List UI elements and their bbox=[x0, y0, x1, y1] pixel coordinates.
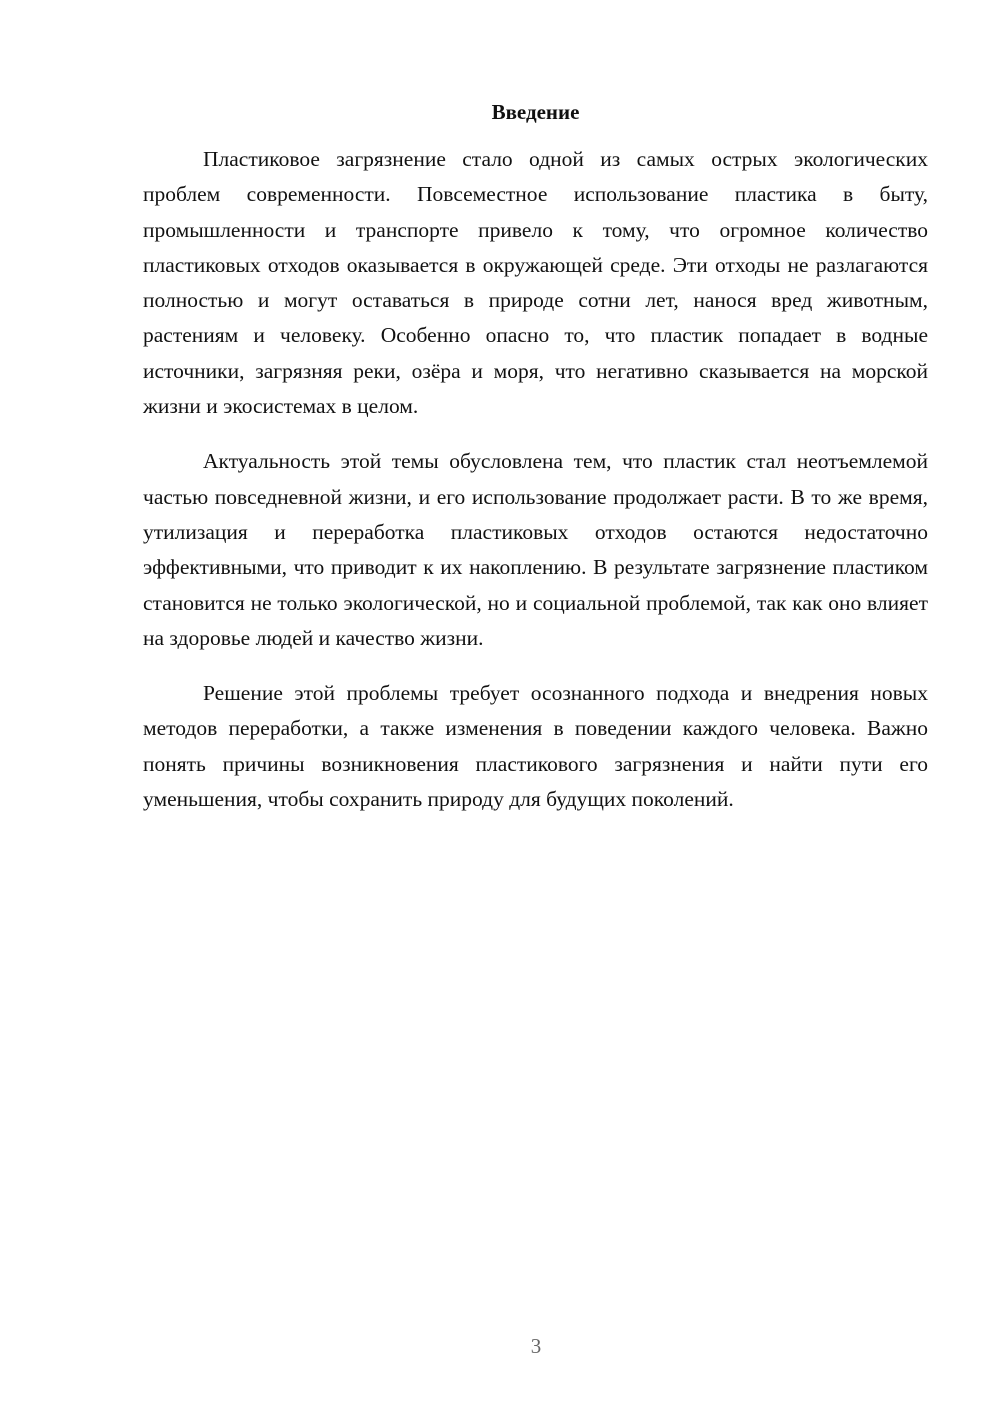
paragraph-solution: Решение этой проблемы требует осознанного подхода и внедрения новых методов переработки, а также изменения в поведении каждого человека. Важно понять причины возникновения пластикового загрязнения и найти пути его уменьшения, чтобы сохранить природу для будущих поколений. bbox=[143, 681, 928, 812]
paragraph-relevance: Актуальность этой темы обусловлена тем, что пластик стал неотъемлемой частью повседневной жизни, и его использование продолжает расти. В то же время, утилизация и переработка пластиковых отходов остаются недостаточно эффективными, что приводит к их накоплению. В результате загрязнение пластиком становится не только экологической, но и социальной проблемой, так как оно влияет на здоровье людей и качество жизни. bbox=[143, 449, 928, 650]
section-body bbox=[143, 142, 928, 837]
page-number: 3 bbox=[530, 1334, 542, 1358]
section-title: Введение bbox=[491, 100, 580, 124]
paragraph-intro: Пластиковое загрязнение стало одной из самых острых экологических проблем современности. Повсеместное использование пластика в быту, промышленности и транспорте привело к тому, что огромное количество пластиковых отходов оказывается в окружающей среде. Эти отходы не разлагаются полностью и могут оставаться в природе сотни лет, нанося вред животным, растениям и человеку. Особенно опасно то, что пластик попадает в водные источники, загрязняя реки, озёра и моря, что негативно сказывается на морской жизни и экосистемах в целом. bbox=[143, 147, 928, 419]
